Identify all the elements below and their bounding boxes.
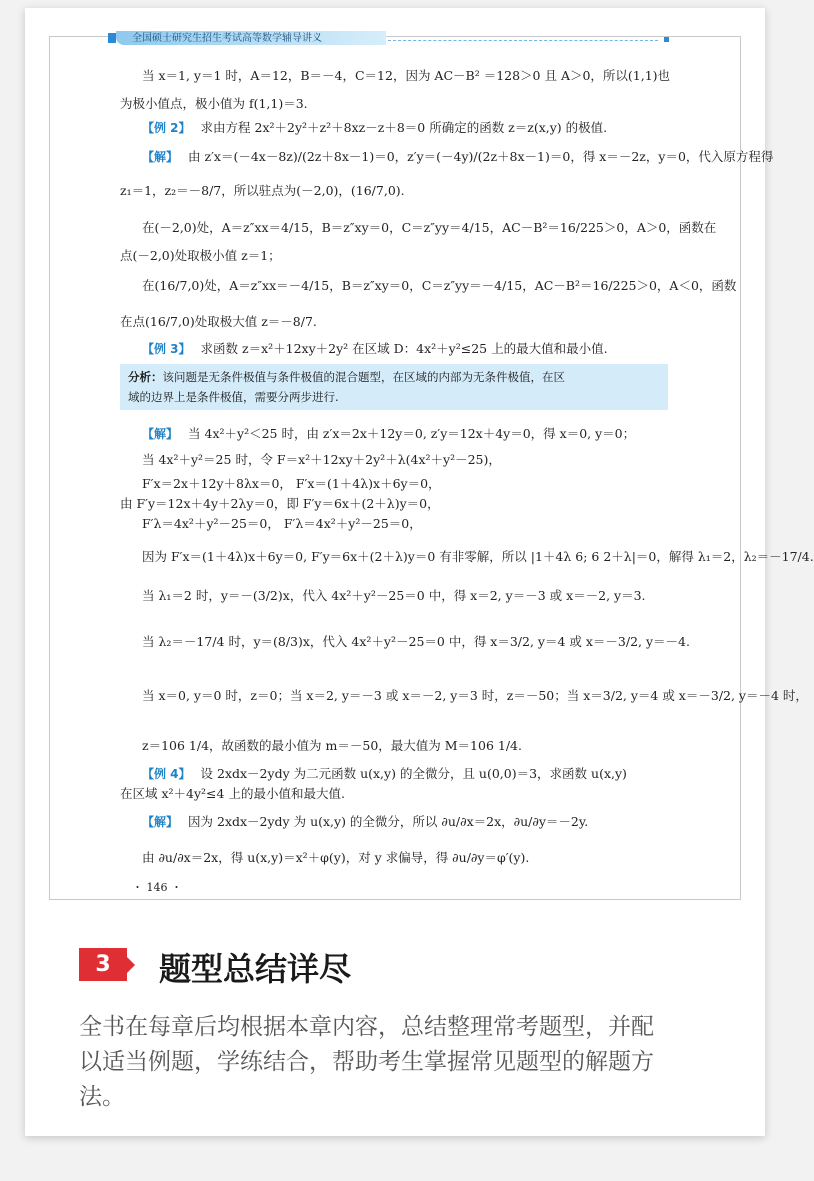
- page-header: [58, 33, 730, 45]
- header-divider: [388, 40, 658, 41]
- solution-label: 【解】: [142, 427, 179, 441]
- book-page-preview: [49, 33, 814, 900]
- analysis-label: 分析：: [128, 370, 163, 384]
- example-2-text: 求由方程 2x²＋2y²＋z²＋8xz－z＋8＝0 所确定的函数 z＝z(x,y) 的极值.: [200, 120, 608, 135]
- text-line: 由 z′x＝(－4x－8z)/(2z＋8x－1)＝0，z′y＝(－4y)/(2z＋8x－1)＝0，得 x＝－2z，y＝0，代入原方程得: [188, 149, 774, 164]
- badge-arrow-icon: [127, 957, 135, 973]
- example-2-label: 【例 2】: [142, 121, 191, 135]
- text-line: 在区域 x²＋4y²≤4 上的最小值和最大值.: [120, 786, 345, 801]
- example-3-text: 求函数 z＝x²＋12xy＋2y² 在区域 D：4x²＋y²≤25 上的最大值和最小值.: [200, 341, 608, 356]
- solution-3-line: [142, 425, 635, 443]
- example-4-line: [142, 765, 627, 783]
- header-mark-icon: [108, 33, 116, 43]
- text-line: 因为 F′x＝(1＋4λ)x＋6y＝0, F′y＝6x＋(2＋λ)y＝0 有非零解，所以 |1＋4λ 6; 6 2＋λ|＝0，解得 λ₁＝2，λ₂＝－17/4.: [142, 549, 814, 564]
- section-description-line: 全书在每章后均根据本章内容，总结整理常考题型，并配: [79, 1014, 654, 1040]
- text-line: 由 ∂u/∂x＝2x，得 u(x,y)＝x²＋φ(y)，对 y 求偏导，得 ∂u/∂y＝φ′(y).: [142, 850, 530, 865]
- analysis-line: [128, 369, 565, 385]
- text-line: 点(－2,0)处取极小值 z＝1；: [120, 248, 281, 263]
- solution-4-line: [142, 813, 588, 831]
- text-line: 当 λ₁＝2 时，y＝－(3/2)x，代入 4x²＋y²－25＝0 中，得 x＝2, y＝－3 或 x＝－2, y＝3.: [142, 588, 646, 603]
- text-line: 当 4x²＋y²＝25 时，令 F＝x²＋12xy＋2y²＋λ(4x²＋y²－25)，: [142, 452, 501, 467]
- analysis-box: [120, 364, 668, 410]
- solution-label: 【解】: [142, 815, 179, 829]
- solution-2-line: [142, 148, 773, 166]
- header-title: 全国硕士研究生招生考试高等数学辅导讲义: [132, 33, 322, 44]
- text-line: F′λ＝4x²＋y²－25＝0， F′λ＝4x²＋y²－25＝0，: [142, 516, 422, 531]
- section-number-badge: 3: [79, 948, 127, 981]
- text-line: 在(－2,0)处，A＝z″xx＝4/15，B＝z″xy＝0，C＝z″yy＝4/15，AC－B²＝16/225＞0，A＞0，函数在: [142, 220, 717, 235]
- text-line: 当 λ₂＝－17/4 时，y＝(8/3)x，代入 4x²＋y²－25＝0 中，得 x＝3/2, y＝4 或 x＝－3/2, y＝－4.: [142, 634, 690, 649]
- text-line: 由 F′y＝12x＋4y＋2λy＝0，即 F′y＝6x＋(2＋λ)y＝0，: [120, 496, 440, 511]
- analysis-text: 该问题是无条件极值与条件极值的混合题型，在区域的内部为无条件极值，在区: [162, 370, 565, 384]
- solution-label: 【解】: [142, 150, 179, 164]
- text-line: z＝106 1/4，故函数的最小值为 m＝－50，最大值为 M＝106 1/4.: [142, 738, 522, 753]
- text-line: z₁＝1，z₂＝－8/7，所以驻点为(－2,0)，(16/7,0).: [120, 183, 405, 198]
- example-3-label: 【例 3】: [142, 342, 191, 356]
- text-line: 为极小值点，极小值为 f(1,1)＝3.: [120, 96, 308, 111]
- section-title: 题型总结详尽: [159, 950, 352, 988]
- text-line: 在(16/7,0)处，A＝z″xx＝－4/15，B＝z″xy＝0，C＝z″yy＝－4/15，AC－B²＝16/225＞0，A＜0，函数: [142, 278, 737, 293]
- section-description-line: 法。: [79, 1084, 125, 1110]
- example-3-line: [142, 340, 608, 358]
- example-4-text: 设 2xdx－2ydy 为二元函数 u(x,y) 的全微分，且 u(0,0)＝3，求函数 u(x,y): [200, 766, 627, 781]
- text-line: 当 x＝1, y＝1 时，A＝12，B＝－4，C＝12，因为 AC－B² ＝128＞0 且 A＞0，所以(1,1)也: [142, 68, 671, 83]
- header-dot-icon: [664, 37, 669, 42]
- text-line: F′x＝2x＋12y＋8λx＝0， F′x＝(1＋4λ)x＋6y＝0，: [142, 476, 441, 491]
- text-line: 当 x＝0, y＝0 时，z＝0；当 x＝2, y＝－3 或 x＝－2, y＝3 时，z＝－50；当 x＝3/2, y＝4 或 x＝－3/2, y＝－4 时，: [142, 688, 808, 703]
- text-line: 当 4x²＋y²＜25 时，由 z′x＝2x＋12y＝0, z′y＝12x＋4y＝0，得 x＝0, y＝0；: [188, 426, 636, 441]
- page-number: ・ 146 ・: [132, 881, 182, 894]
- analysis-text: 域的边界上是条件极值，需要分两步进行.: [128, 390, 339, 404]
- example-2-line: [142, 119, 607, 137]
- example-4-label: 【例 4】: [142, 767, 191, 781]
- product-card: [25, 8, 814, 1136]
- text-line: 在点(16/7,0)处取极大值 z＝－8/7.: [120, 314, 317, 329]
- text-line: 因为 2xdx－2ydy 为 u(x,y) 的全微分，所以 ∂u/∂x＝2x，∂u/∂y＝－2y.: [188, 814, 589, 829]
- section-description-line: 以适当例题，学练结合，帮助考生掌握常见题型的解题方: [79, 1049, 654, 1075]
